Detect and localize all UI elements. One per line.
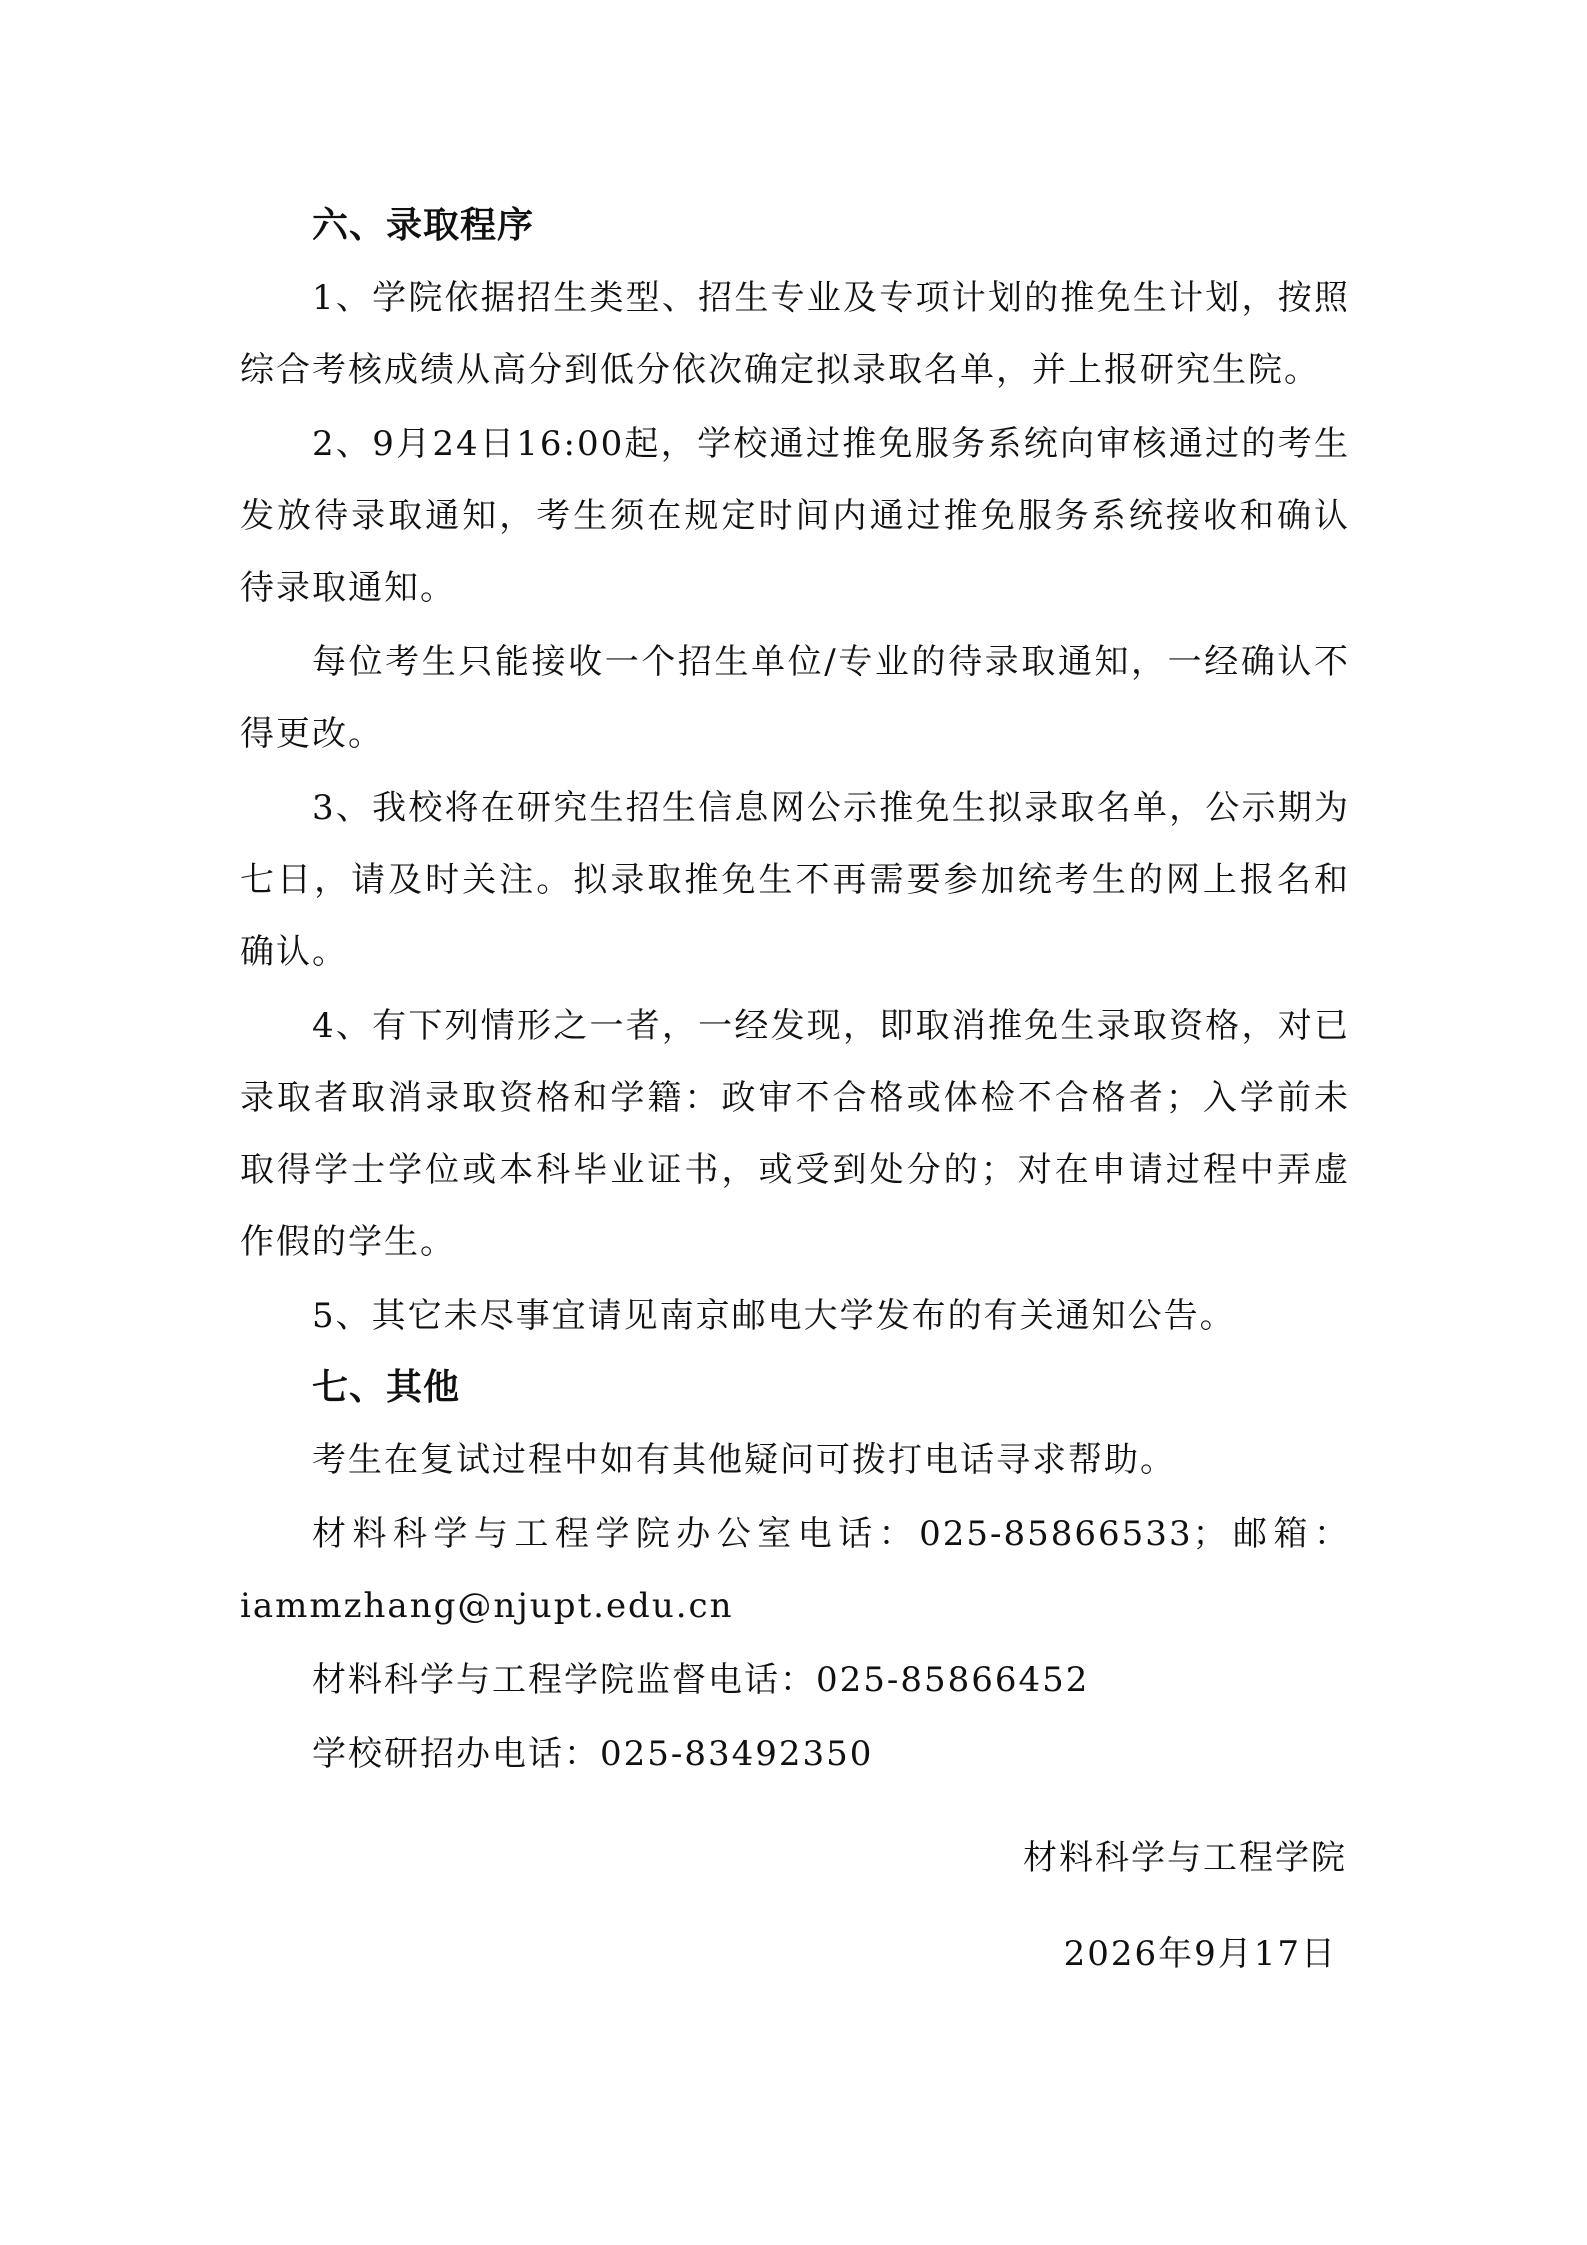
- paragraph-office-contact: 材料科学与工程学院办公室电话：025-85866533；邮箱：iammzhang@njupt.edu.cn: [240, 1514, 1350, 1626]
- section-title-admission-procedure: 六、录取程序: [312, 205, 535, 246]
- paragraph-1: 1、学院依据招生类型、招生专业及专项计划的推免生计划，按照综合考核成绩从高分到低分依次确定拟录取名单，并上报研究生院。: [240, 278, 1350, 390]
- signature-block: [1023, 1810, 1347, 2002]
- paragraph-supervision-phone: 材料科学与工程学院监督电话：025-85866452: [312, 1660, 1090, 1700]
- paragraph-4: 4、有下列情形之一者，一经发现，即取消推免生录取资格，对已录取者取消录取资格和学籍：政审不合格或体检不合格者；入学前未取得学士学位或本科毕业证书，或受到处分的；对在申请过程中弄虚作假的学生。: [240, 1006, 1350, 1262]
- paragraph-3: 3、我校将在研究生招生信息网公示推免生拟录取名单，公示期为七日，请及时关注。拟录取推免生不再需要参加统考生的网上报名和确认。: [240, 788, 1350, 972]
- paragraph-admissions-phone: 学校研招办电话：025-83492350: [312, 1734, 874, 1774]
- document-body: [240, 190, 1350, 1790]
- paragraph-2: 2、9月24日16:00起，学校通过推免服务系统向审核通过的考生发放待录取通知，考生须在规定时间内通过推免服务系统接收和确认待录取通知。: [240, 424, 1350, 608]
- paragraph-5: 5、其它未尽事宜请见南京邮电大学发布的有关通知公告。: [312, 1296, 1236, 1336]
- paragraph-2-note: 每位考生只能接收一个招生单位/专业的待录取通知，一经确认不得更改。: [240, 642, 1350, 754]
- paragraph-help: 考生在复试过程中如有其他疑问可拨打电话寻求帮助。: [312, 1440, 1176, 1480]
- signature-org: 材料科学与工程学院: [1023, 1838, 1347, 1878]
- signature-date: 2026年9月17日: [1063, 1934, 1337, 1974]
- section-title-other: 七、其他: [312, 1367, 461, 1408]
